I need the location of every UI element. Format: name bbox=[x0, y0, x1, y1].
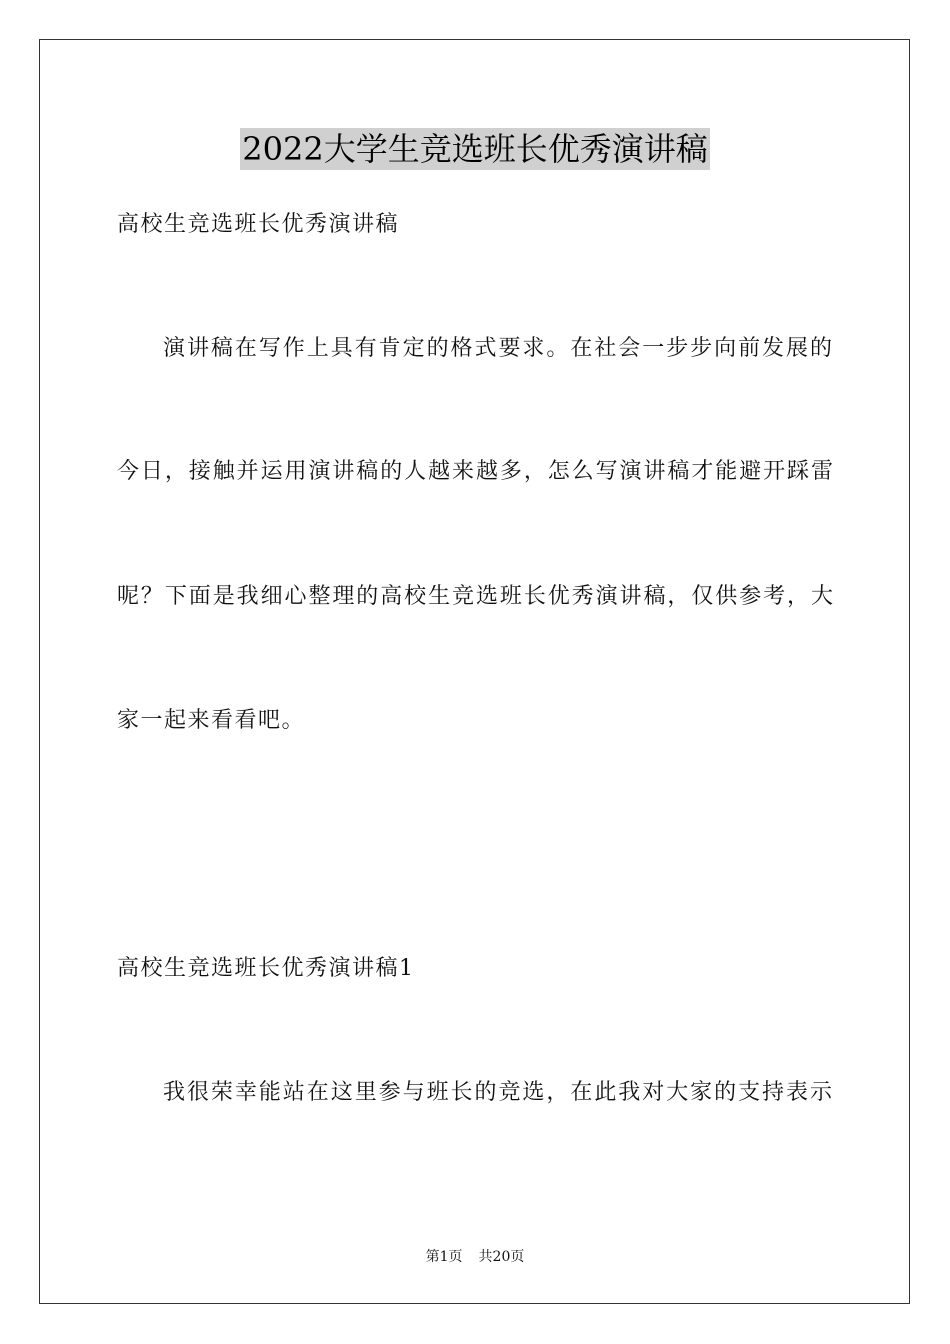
section-heading: 高校生竞选班长优秀演讲稿1 bbox=[117, 956, 415, 981]
intro-line-2: 今日，接触并运用演讲稿的人越来越多，怎么写演讲稿才能避开踩雷 bbox=[117, 459, 833, 484]
intro-line-1: 演讲稿在写作上具有肯定的格式要求。在社会一步步向前发展的 bbox=[163, 336, 832, 361]
page-number: 第1页 bbox=[425, 1249, 463, 1265]
document-title: 2022大学生竞选班长优秀演讲稿 bbox=[242, 130, 708, 168]
section-line-1: 我很荣幸能站在这里参与班长的竞选，在此我对大家的支持表示 bbox=[163, 1080, 832, 1105]
page-footer bbox=[0, 1247, 950, 1267]
intro-line-3: 呢？下面是我细心整理的高校生竞选班长优秀演讲稿，仅供参考，大 bbox=[117, 584, 833, 609]
page-total: 共20页 bbox=[478, 1249, 525, 1265]
document-subtitle: 高校生竞选班长优秀演讲稿 bbox=[117, 212, 400, 237]
intro-line-4: 家一起来看看吧。 bbox=[117, 708, 306, 733]
title-container bbox=[0, 128, 950, 170]
